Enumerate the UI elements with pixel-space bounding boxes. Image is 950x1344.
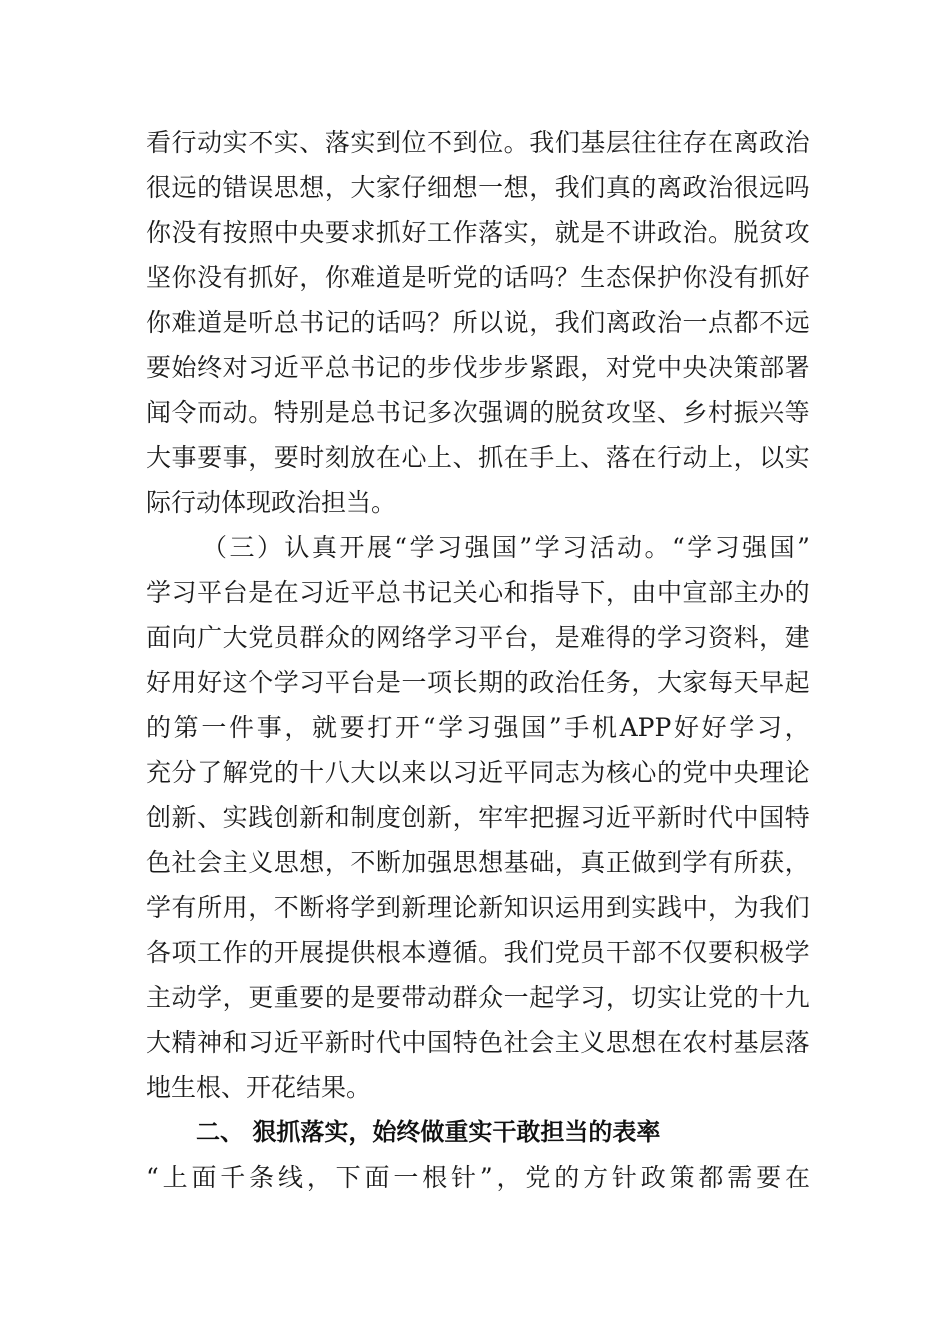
text-line: 的 第 一 件 事 ， 就 要 打 开 “ 学 习 强 国 ” 手 机 APP 好 好 学 习 ， — [146, 713, 810, 742]
text-line: 看 行 动 实 不 实 、 落 实 到 位 不 到 位 。 我 们 基 层 往 往 存 在 离 政 治 — [146, 128, 810, 157]
text-line: 你 难 道 是 听 总 书 记 的 话 吗 ？ 所 以 说 ， 我 们 离 政 治 一 点 都 不 远 — [146, 308, 810, 337]
section-heading: 二、 狠抓落实，始终做重实干敢担当的表率 — [196, 1118, 661, 1146]
text-line: 主 动 学 ， 更 重 要 的 是 要 带 动 群 众 一 起 学 习 ， 切 实 让 党 的 十 九 — [146, 983, 810, 1012]
text-line: 各 项 工 作 的 开 展 提 供 根 本 遵 循 。 我 们 党 员 干 部 不 仅 要 积 极 学 — [146, 938, 810, 967]
text-line: 面 向 广 大 党 员 群 众 的 网 络 学 习 平 台 ， 是 难 得 的 学 习 资 料 ， 建 — [146, 623, 810, 652]
text-line: 际行动体现政治担当。 — [146, 488, 397, 517]
document-body — [146, 120, 810, 1200]
text-line: 闻 令 而 动 。 特 别 是 总 书 记 多 次 强 调 的 脱 贫 攻 坚 、 乡 村 振 兴 等 — [146, 398, 810, 427]
text-line: 大 事 要 事 ， 要 时 刻 放 在 心 上 、 抓 在 手 上 、 落 在 行 动 上 ， 以 实 — [146, 443, 810, 472]
text-line: 要 始 终 对 习 近 平 总 书 记 的 步 伐 步 步 紧 跟 ， 对 党 中 央 决 策 部 署 — [146, 353, 810, 382]
text-line: 色 社 会 主 义 思 想 ， 不 断 加 强 思 想 基 础 ， 真 正 做 到 学 有 所 获 ， — [146, 848, 810, 877]
text-line: 很 远 的 错 误 思 想 ， 大 家 仔 细 想 一 想 ， 我 们 真 的 离 政 治 很 远 吗 — [146, 173, 810, 202]
text-line: 学 习 平 台 是 在 习 近 平 总 书 记 关 心 和 指 导 下 ， 由 中 宣 部 主 办 的 — [146, 578, 810, 607]
text-line: 学 有 所 用 ， 不 断 将 学 到 新 理 论 新 知 识 运 用 到 实 践 中 ， 为 我 们 — [146, 893, 810, 922]
text-line: 充 分 了 解 党 的 十 八 大 以 来 以 习 近 平 同 志 为 核 心 的 党 中 央 理 论 — [146, 758, 810, 787]
section-subheading-line: （ 三 ） 认 真 开 展 “ 学 习 强 国 ” 学 习 活 动 。 “ 学 习 强 国 ” — [202, 533, 810, 562]
text-line: 大 精 神 和 习 近 平 新 时 代 中 国 特 色 社 会 主 义 思 想 在 农 村 基 层 落 — [146, 1028, 810, 1057]
text-line: 地生根、开花结果。 — [146, 1073, 372, 1102]
text-line: 创 新 、 实 践 创 新 和 制 度 创 新 ， 牢 牢 把 握 习 近 平 新 时 代 中 国 特 — [146, 803, 810, 832]
text-line: 你 没 有 按 照 中 央 要 求 抓 好 工 作 落 实 ， 就 是 不 讲 政 治 。 脱 贫 攻 — [146, 218, 810, 247]
text-line: 好 用 好 这 个 学 习 平 台 是 一 项 长 期 的 政 治 任 务 ， 大 家 每 天 早 起 — [146, 668, 810, 697]
text-line: 坚 你 没 有 抓 好 ， 你 难 道 是 听 党 的 话 吗 ？ 生 态 保 护 你 没 有 抓 好 — [146, 263, 810, 292]
text-line: “ 上 面 千 条 线 ， 下 面 一 根 针 ” ， 党 的 方 针 政 策 都 需 要 在 — [146, 1163, 810, 1192]
